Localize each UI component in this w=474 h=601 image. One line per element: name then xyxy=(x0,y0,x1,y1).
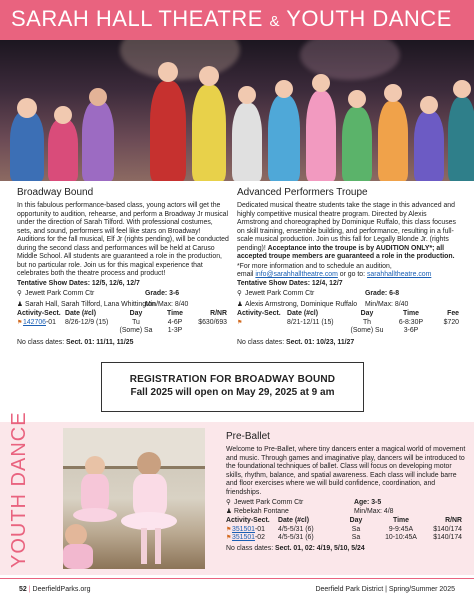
advanced-dates: 8/21-12/11 (15) xyxy=(287,318,334,326)
advanced-schedule-row xyxy=(237,319,459,328)
prebal-day-2: Sa xyxy=(351,534,361,541)
col-time: Time xyxy=(393,517,409,524)
broadway-no-class-label: No class dates: xyxy=(17,338,65,346)
footer-publication: Deerfield Park District | Spring/Summer 2025 xyxy=(315,586,455,593)
prebal-age: Age: 3-5 xyxy=(354,499,382,506)
advanced-audition-note: Acceptance into the troupe is by AUDITION ONLY*; all accepted troupe members are guaranteed a role in the production. xyxy=(237,244,455,260)
registration-date: Fall 2025 will open on May 29, 2025 at 9 am xyxy=(130,387,335,398)
prebal-schedule-header xyxy=(226,517,466,526)
theatre-photo xyxy=(0,40,474,181)
col-rnr: R/NR xyxy=(445,517,462,524)
col-time: Time xyxy=(167,310,183,317)
header-title-theatre: SARAH HALL THEATRE xyxy=(11,6,263,31)
ballet-photo xyxy=(63,428,205,569)
location-pin-icon: ⚲ xyxy=(226,499,231,506)
registration-title: REGISTRATION FOR BROADWAY BOUND xyxy=(129,374,336,385)
prebal-activity-link-2[interactable]: 351501 xyxy=(232,534,255,541)
broadway-grade: Grade: 3-6 xyxy=(145,290,180,297)
advanced-troupe-section xyxy=(237,186,459,347)
col-rnr: R/NR xyxy=(210,310,227,317)
broadway-activity-link[interactable]: 142706 xyxy=(23,318,46,326)
col-day: Day xyxy=(360,310,374,317)
location-pin-icon: ⚲ xyxy=(237,290,242,297)
broadway-bound-title: Broadway Bound xyxy=(17,187,94,198)
advanced-troupe-description xyxy=(237,202,459,262)
new-flag-icon: ⚑ xyxy=(17,319,23,326)
broadway-schedule-header xyxy=(17,310,229,319)
prebal-no-class-dates: Sect. 01, 02: 4/19, 5/10, 5/24 xyxy=(275,544,365,552)
broadway-meta-2 xyxy=(17,301,229,310)
new-flag-icon: ⚑ xyxy=(237,319,243,326)
advanced-contact xyxy=(237,271,459,280)
broadway-location: Jewett Park Comm Ctr xyxy=(25,290,95,297)
person-icon: ♟ xyxy=(226,507,232,515)
advanced-time2: 3-6P xyxy=(403,327,419,334)
prebal-time-2: 10-10:45A xyxy=(385,534,417,541)
footer-left: 52 | DeerfieldParks.org xyxy=(19,586,91,593)
broadway-show-dates: Tentative Show Dates: 12/5, 12/6, 12/7 xyxy=(17,279,140,287)
prebal-no-class xyxy=(226,545,466,554)
prebal-location: Jewett Park Comm Ctr xyxy=(234,499,304,506)
col-activity: Activity-Sect. xyxy=(17,310,61,317)
broadway-bound-description: In this fabulous performance-based class, young actors will get the opportunity to audition, rehearse, and perform a Broadway Jr musical under the direction of Sarah Tilford. With professional costumes, sets, and sound, performers will feel like stars on Broadway! Auditions for the fall musical, Elf Jr (rights pending), will be conducted during the second class and performances will be held at Caruso Middle School. All students are guaranteed a role in the production, but no particular role. Join us for this magical experience that celebrates both the theatre process and product! xyxy=(17,202,229,277)
prebal-price-2: $140/174 xyxy=(433,534,462,541)
broadway-dates: 8/26-12/9 (15) xyxy=(65,318,109,326)
prebal-schedule-row xyxy=(226,534,466,543)
page-header xyxy=(0,0,474,40)
broadway-no-class-dates: Sect. 01: 11/11, 11/25 xyxy=(66,338,134,346)
prebal-meta xyxy=(226,499,466,508)
prebal-activity-link-1[interactable]: 351501 xyxy=(232,525,255,533)
advanced-day2: (Some) Su xyxy=(350,327,384,334)
advanced-meta xyxy=(237,290,459,299)
broadway-day1: Tu xyxy=(132,318,140,326)
prebal-minmax: Min/Max: 4/8 xyxy=(354,507,394,515)
registration-notice xyxy=(101,362,364,412)
prebal-dates-1: 4/5-5/31 (6) xyxy=(278,525,314,533)
advanced-web-prefix: or go to: xyxy=(339,271,366,278)
page-number: 52 xyxy=(19,586,27,593)
prebal-sect-2: -02 xyxy=(255,534,265,541)
advanced-time1: 6-8:30P xyxy=(398,318,424,326)
advanced-email-link[interactable]: info@sarahhalltheatre.com xyxy=(255,271,338,278)
pre-ballet-title: Pre-Ballet xyxy=(226,431,270,442)
broadway-sect: -01 xyxy=(46,318,56,326)
prebal-price-1: $140/174 xyxy=(433,525,462,533)
broadway-meta xyxy=(17,290,229,299)
advanced-no-class xyxy=(237,339,459,348)
col-date: Date (#cl) xyxy=(287,310,319,317)
prebal-instructor: Rebekah Fontane xyxy=(234,507,289,515)
page-footer xyxy=(0,579,474,601)
broadway-no-class xyxy=(17,339,229,348)
advanced-instructors: Alexis Armstrong, Dominique Ruffalo xyxy=(245,300,358,308)
advanced-grade: Grade: 6-8 xyxy=(365,290,400,297)
prebal-no-class-label: No class dates: xyxy=(226,544,274,552)
col-fee: Fee xyxy=(447,310,459,317)
broadway-instructors: Sarah Hall, Sarah Tilford, Lana Whittington xyxy=(25,300,156,308)
col-day: Day xyxy=(349,517,363,524)
pre-ballet-description: Welcome to Pre-Ballet, where tiny dancers enter a magical world of movement and music. Through games and imaginative play, dancers will be introduced to the foundational techniques of ballet. Class will focus on developing motor skills, rhythm, balance, and spatial awareness. Each class will include barre and floor exercises where we will build confidence, coordination, and friendships. xyxy=(226,446,466,496)
header-title xyxy=(11,6,452,32)
advanced-no-class-label: No class dates: xyxy=(237,338,285,346)
advanced-show-dates: Tentative Show Dates: 12/4, 12/7 xyxy=(237,279,343,287)
new-flag-icon: ⚑ xyxy=(226,526,232,533)
prebal-time-1: 9-9:45A xyxy=(388,525,414,533)
advanced-email-label: email xyxy=(237,271,254,278)
broadway-bound-section xyxy=(17,186,229,347)
broadway-schedule-row-2 xyxy=(17,327,229,336)
new-flag-icon: ⚑ xyxy=(226,535,232,541)
prebal-schedule-row xyxy=(226,526,466,535)
header-title-dance: YOUTH DANCE xyxy=(286,6,452,31)
broadway-day2: (Some) Sa xyxy=(119,327,153,334)
broadway-schedule-row xyxy=(17,319,229,328)
broadway-minmax: Min/Max: 8/40 xyxy=(145,300,189,308)
prebal-meta-2 xyxy=(226,508,466,517)
broadway-time2: 1-3P xyxy=(167,327,183,334)
advanced-schedule-row-2 xyxy=(237,327,459,336)
advanced-schedule-header xyxy=(237,310,459,319)
advanced-meta-2 xyxy=(237,301,459,310)
broadway-price: $630/693 xyxy=(198,318,227,326)
person-icon: ♟ xyxy=(17,300,23,308)
advanced-info: *For more information and to schedule an audition, xyxy=(237,262,392,270)
col-activity: Activity-Sect. xyxy=(237,310,281,317)
advanced-troupe-title: Advanced Performers Troupe xyxy=(237,187,368,198)
col-date: Date (#cl) xyxy=(278,517,310,524)
col-activity: Activity-Sect. xyxy=(226,517,270,524)
prebal-dates-2: 4/5-5/31 (6) xyxy=(278,534,314,541)
header-title-amp: & xyxy=(269,13,281,30)
youth-dance-side-label: YOUTH DANCE xyxy=(8,411,30,568)
advanced-description-text: Dedicated musical theatre students take the stage in this advanced and highly competitive musical theatre program. Directed by Alexis Armstrong and choreographed by Dominique Ruffalo, this class focuses on skill training, ensemble building, and performance, resulting in a full-scale musical production. Join us this fall for Legally Blonde Jr. (rights pending)! xyxy=(237,202,456,252)
footer-site-link[interactable]: DeerfieldParks.org xyxy=(32,586,91,593)
advanced-day1: Th xyxy=(362,318,372,326)
location-pin-icon: ⚲ xyxy=(17,290,22,297)
broadway-time1: 4-6P xyxy=(167,318,183,326)
col-date: Date (#cl) xyxy=(65,310,97,317)
advanced-price: $720 xyxy=(443,318,459,326)
pre-ballet-section xyxy=(226,430,466,553)
prebal-sect-1: -01 xyxy=(255,525,265,533)
advanced-web-link[interactable]: sarahhalltheatre.com xyxy=(366,271,432,278)
prebal-day-1: Sa xyxy=(351,525,361,533)
col-time: Time xyxy=(403,310,419,317)
advanced-location: Jewett Park Comm Ctr xyxy=(245,290,315,297)
advanced-no-class-dates: Sect. 01: 10/23, 11/27 xyxy=(286,338,355,346)
advanced-minmax: Min/Max: 8/40 xyxy=(365,300,409,308)
person-icon: ♟ xyxy=(237,300,243,308)
col-day: Day xyxy=(129,310,143,317)
